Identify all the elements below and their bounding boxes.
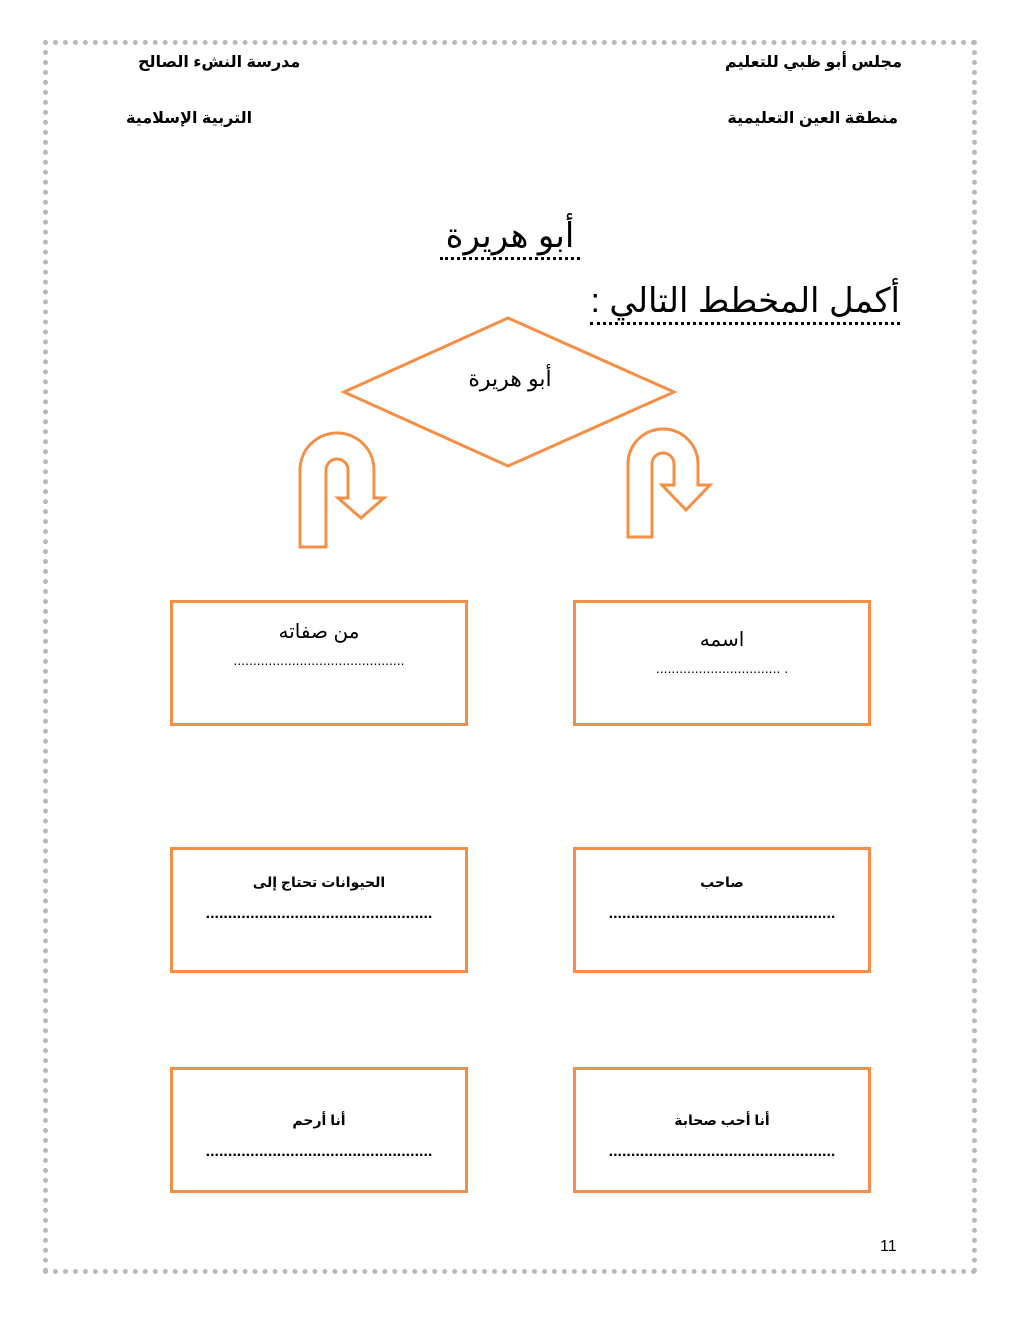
answer-blank: ............................................ (233, 652, 405, 668)
box-label: اسمه (699, 629, 745, 651)
box-label: أنا أحب صحابة (674, 1112, 770, 1128)
worksheet-title: أبو هريرة (440, 215, 580, 260)
answer-blank: ................................................... (608, 1143, 836, 1160)
box-name (573, 600, 871, 726)
box-label: أنا أرحم (292, 1112, 346, 1128)
u-turn-arrow-right (628, 429, 710, 537)
answer-blank: ................................................... (608, 905, 836, 922)
page-number: 11 (880, 1238, 897, 1255)
center-diamond (344, 318, 674, 466)
instruction: أكمل المخطط التالي : (590, 280, 900, 325)
box-i-love-companions (573, 1067, 871, 1193)
diamond-label: أبو هريرة (468, 366, 552, 391)
header-school: مدرسة النشء الصالح (138, 54, 301, 71)
box-label: من صفاته (278, 621, 360, 643)
box-companion (573, 847, 871, 973)
answer-blank: . ................................ (655, 660, 789, 676)
header-subject: التربية الإسلامية (126, 110, 253, 127)
answer-blank: ................................................... (205, 905, 433, 922)
u-turn-arrow-left (300, 433, 384, 547)
box-label: الحيوانات تحتاج إلى (252, 874, 386, 890)
box-label: صاحب (700, 874, 744, 890)
box-i-show-mercy (170, 1067, 468, 1193)
header-council: مجلس أبو ظبي للتعليم (725, 54, 902, 71)
header-region: منطقة العين التعليمية (727, 110, 898, 127)
answer-blank: ................................................... (205, 1143, 433, 1160)
box-animals-need (170, 847, 468, 973)
box-traits (170, 600, 468, 726)
